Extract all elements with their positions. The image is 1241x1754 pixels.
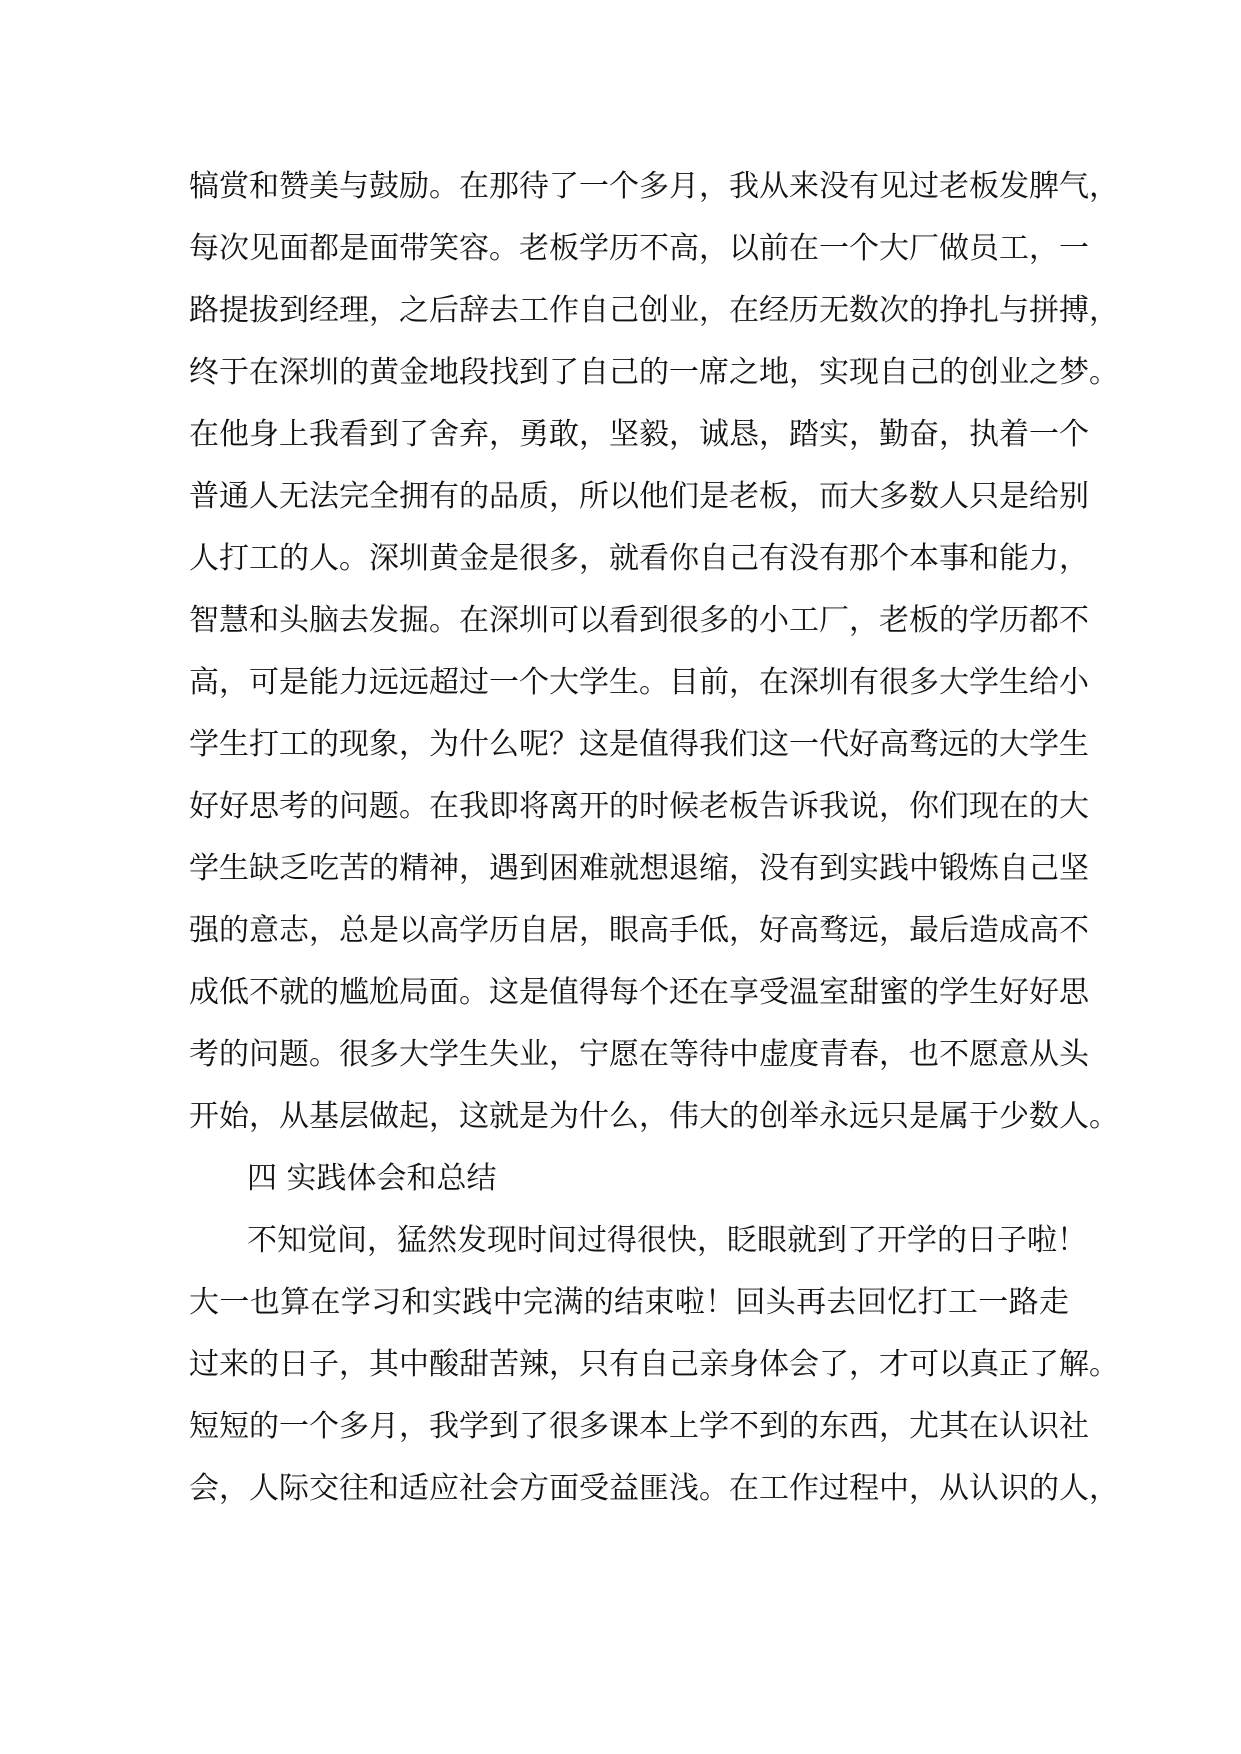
text-line: 考的问题。很多大学生失业，宁愿在等待中虚度青春，也不愿意从头 <box>189 1037 1089 1072</box>
text-line: 开始，从基层做起，这就是为什么，伟大的创举永远只是属于少数人。 <box>189 1099 1119 1134</box>
text-line: 会，人际交往和适应社会方面受益匪浅。在工作过程中，从认识的人， <box>189 1471 1119 1506</box>
text-line: 在他身上我看到了舍弃，勇敢，坚毅，诚恳，踏实，勤奋，执着一个 <box>189 417 1089 452</box>
text-line: 智慧和头脑去发掘。在深圳可以看到很多的小工厂，老板的学历都不 <box>189 603 1089 638</box>
text-line: 每次见面都是面带笑容。老板学历不高，以前在一个大厂做员工，一 <box>189 231 1089 266</box>
text-line: 普通人无法完全拥有的品质，所以他们是老板，而大多数人只是给别 <box>189 479 1089 514</box>
paragraph-2 <box>189 1210 1119 1520</box>
text-line: 终于在深圳的黄金地段找到了自己的一席之地，实现自己的创业之梦。 <box>189 355 1119 390</box>
text-line: 强的意志，总是以高学历自居，眼高手低，好高骛远，最后造成高不 <box>189 913 1089 948</box>
body-text <box>189 156 1119 1520</box>
section-heading: 四 实践体会和总结 <box>247 1161 497 1196</box>
text-line: 好好思考的问题。在我即将离开的时候老板告诉我说，你们现在的大 <box>189 789 1089 824</box>
text-line: 过来的日子，其中酸甜苦辣，只有自己亲身体会了，才可以真正了解。 <box>189 1347 1119 1382</box>
text-line: 路提拔到经理，之后辞去工作自己创业，在经历无数次的挣扎与拼搏， <box>189 293 1119 328</box>
text-line: 犒赏和赞美与鼓励。在那待了一个多月，我从来没有见过老板发脾气， <box>189 169 1119 204</box>
text-line: 高，可是能力远远超过一个大学生。目前，在深圳有很多大学生给小 <box>189 665 1089 700</box>
text-line: 学生打工的现象，为什么呢？这是值得我们这一代好高骛远的大学生 <box>189 727 1089 762</box>
text-line: 人打工的人。深圳黄金是很多，就看你自己有没有那个本事和能力， <box>189 541 1089 576</box>
text-line: 短短的一个多月，我学到了很多课本上学不到的东西，尤其在认识社 <box>189 1409 1089 1444</box>
text-line: 不知觉间，猛然发现时间过得很快，眨眼就到了开学的日子啦！ <box>247 1223 1087 1258</box>
paragraph-1 <box>189 156 1119 1148</box>
text-line: 大一也算在学习和实践中完满的结束啦！回头再去回忆打工一路走 <box>189 1285 1069 1320</box>
text-line: 成低不就的尴尬局面。这是值得每个还在享受温室甜蜜的学生好好思 <box>189 975 1089 1010</box>
text-line: 学生缺乏吃苦的精神，遇到困难就想退缩，没有到实践中锻炼自己坚 <box>189 851 1089 886</box>
